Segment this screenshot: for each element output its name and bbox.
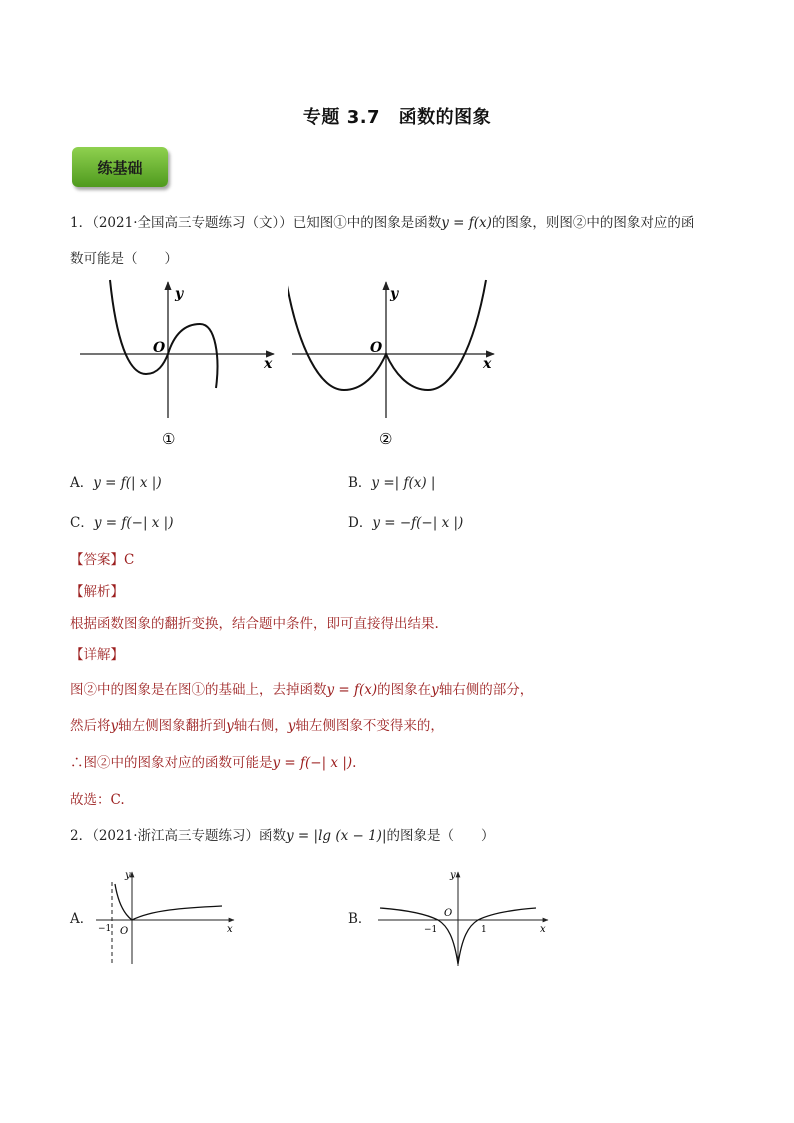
- figure-caption: ①: [162, 430, 176, 448]
- detail-text: 轴左侧图象不变得来的，: [295, 718, 444, 734]
- tick-label: −1: [98, 924, 112, 934]
- option-formula: y = f(−| x |): [93, 515, 174, 531]
- y-axis-label: y: [125, 870, 131, 881]
- q1-text: 1．（2021·全国高三专题练习（文））已知图①中的图象是函数: [70, 215, 442, 231]
- analysis-tag: 【解析】: [70, 584, 124, 600]
- q2-option-a-graph: [92, 868, 240, 968]
- curve-a: [115, 884, 222, 920]
- detail-var: y: [226, 718, 234, 734]
- page-title: 专题 3.7 函数的图象: [302, 107, 492, 128]
- detail-var: y: [287, 718, 296, 734]
- origin-label: O: [153, 340, 166, 356]
- detail-line-3: [70, 751, 356, 771]
- option-formula: y = f(| x |): [93, 475, 162, 491]
- detail-var: y: [431, 682, 439, 698]
- x-axis-label: x: [483, 356, 492, 372]
- q1-formula: y = f(x): [441, 215, 492, 231]
- detail-formula: y = f(−| x |): [272, 755, 353, 771]
- q2-text: 2．（2021·浙江高三专题练习）函数: [70, 828, 286, 844]
- option-label: B．: [348, 475, 372, 491]
- q2-option-a-label[interactable]: A．: [70, 911, 94, 927]
- curve-f: [110, 280, 217, 388]
- y-axis-label: y: [450, 870, 456, 881]
- q2-option-b-graph: [376, 868, 552, 968]
- x-axis-label: x: [264, 356, 273, 372]
- answer-value: C: [124, 552, 135, 568]
- detail-text: 的图象在: [377, 682, 432, 698]
- answer-line: [70, 548, 134, 568]
- option-label: C．: [70, 515, 94, 531]
- option-d[interactable]: [348, 511, 463, 531]
- detail-text: 轴左侧图象翻折到: [118, 718, 227, 734]
- detail-tag: 【详解】: [70, 647, 124, 663]
- detail-text: 然后将: [70, 718, 111, 734]
- detail-line-2: [70, 714, 444, 734]
- tick-label-left: −1: [424, 925, 438, 935]
- detail-text: .: [352, 755, 357, 771]
- conclusion: 故选：C.: [70, 792, 125, 808]
- section-label-button[interactable]: 练基础: [72, 147, 168, 187]
- detail-var: y: [110, 718, 119, 734]
- option-label: A．: [70, 475, 94, 491]
- q1-text-tail: 的图象，则图②中的图象对应的函: [491, 215, 695, 231]
- detail-line-1: [70, 678, 533, 698]
- figure-caption: ②: [379, 430, 393, 448]
- option-label: D．: [348, 515, 373, 531]
- tick-label-right: 1: [481, 925, 487, 935]
- detail-text: 轴右侧，: [233, 718, 288, 734]
- origin-label: O: [120, 926, 129, 937]
- option-formula: y =| f(x) |: [371, 475, 436, 491]
- q2-option-b-label[interactable]: B．: [348, 911, 372, 927]
- answer-tag: 【答案】: [70, 552, 124, 568]
- detail-formula: y = f(x): [326, 682, 378, 698]
- option-a[interactable]: [70, 471, 162, 491]
- q2-line1: [70, 824, 495, 844]
- y-axis-label: y: [390, 286, 399, 302]
- detail-text: ∴图②中的图象对应的函数可能是: [70, 755, 273, 771]
- x-axis-label: x: [540, 924, 546, 935]
- curve-fig2: [288, 280, 486, 390]
- x-axis-label: x: [227, 924, 233, 935]
- origin-label: O: [370, 340, 383, 356]
- figure-2: [288, 278, 498, 450]
- detail-text: 轴右侧的部分，: [438, 682, 534, 698]
- figure-1: [78, 278, 278, 450]
- y-axis-label: y: [175, 286, 184, 302]
- option-c[interactable]: [70, 511, 174, 531]
- q2-text-tail: 的图象是（ ）: [386, 828, 495, 844]
- q1-line2: 数可能是（ ）: [70, 251, 178, 267]
- option-b[interactable]: [348, 471, 435, 491]
- q1-line1: [70, 211, 694, 231]
- detail-text: 图②中的图象是在图①的基础上，去掉函数: [70, 682, 327, 698]
- q2-formula: y = |lg (x − 1)|: [286, 828, 387, 844]
- origin-label: O: [444, 908, 453, 919]
- analysis-text: 根据函数图象的翻折变换，结合题中条件，即可直接得出结果.: [70, 616, 439, 632]
- option-formula: y = −f(−| x |): [372, 515, 464, 531]
